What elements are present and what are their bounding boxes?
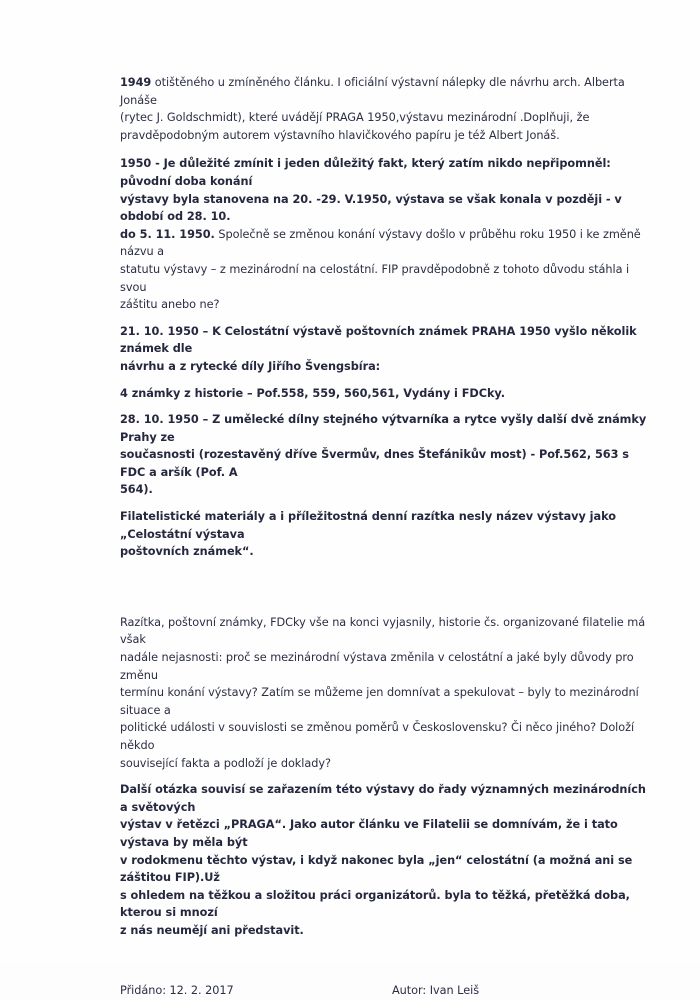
text-line: (rytec J. Goldschmidt), které uvádějí PRAGA 1950,výstavu mezinárodní .Doplňuji, že xyxy=(120,111,590,125)
text-line: 4 známky z historie – Pof.558, 559, 560,561, Vydány i FDCky. xyxy=(120,386,505,400)
bold-line: výstavy byla stanovena na 20. -29. V.1950, výstava se však konala v později - v období od 28. 10. xyxy=(120,192,622,224)
text-line: Razítka, poštovní známky, FDCky vše na konci vyjasnily, historie čs. organizované filatelie má však xyxy=(120,615,646,647)
text-line: návrhu a z rytecké díly Jiřího Švengsbíra: xyxy=(120,359,381,373)
paragraph-1950 xyxy=(120,155,650,313)
paragraph-praga-series xyxy=(120,781,650,939)
text-line: s ohledem na těžkou a složitou práci organizátorů. byla to těžká, přetěžká doba, kterou si mnozí xyxy=(120,888,630,920)
text-line: Společně se změnou konání výstavy došlo v průběhu roku 1950 i ke změně názvu a xyxy=(120,227,641,259)
text-line: Další otázka souvisí se zařazením této výstavy do řady významných mezinárodních a světových xyxy=(120,783,646,814)
text-line: současnosti (rozestavěný dříve Švermův, dnes Štefánikův most) - Pof.562, 563 s FDC a aršík (Pof. A xyxy=(120,448,629,479)
text-line: 21. 10. 1950 – K Celostátní výstavě poštovních známek PRAHA 1950 vyšlo několik známek dle xyxy=(120,324,637,356)
text-line: poštovních známek“. xyxy=(120,545,254,559)
document-footer xyxy=(120,982,650,1000)
text-line: nadále nejasnosti: proč se mezinárodní výstava změnila v celostátní a jaké byly důvody pro změnu xyxy=(120,651,634,682)
text-line: Filatelistické materiály a i příležitostná denní razítka nesly název výstavy jako „Celostátní výstava xyxy=(120,510,616,541)
paragraph-28-10-1950 xyxy=(120,411,650,499)
text-line: otištěného u zmíněného článku. I oficiální výstavní nálepky dle návrhu arch. Alberta Jonáše xyxy=(120,76,625,107)
author-name: Autor: Ivan Leiš xyxy=(392,983,480,997)
text-line: 28. 10. 1950 – Z umělecké dílny stejného výtvarníka a rytce vyšly další dvě známky Prahy ze xyxy=(120,413,647,444)
text-line: z nás neumějí ani představit. xyxy=(120,923,304,937)
text-line: 564). xyxy=(120,483,153,497)
paragraph-philatelic-materials xyxy=(120,508,650,561)
date-added: Přidáno: 12. 2. 2017 xyxy=(120,983,234,997)
text-line: termínu konání výstavy? Zatím se můžeme jen domnívat a spekulovat – byly to mezinárodní situace a xyxy=(120,686,639,717)
text-line: politické události v souvislosti se změnou poměrů v Československu? Či něco jiného? Doloží někdo xyxy=(120,721,635,752)
paragraph-21-10-1950 xyxy=(120,323,650,376)
text-line: statutu výstavy – z mezinárodní na celostátní. FIP pravděpodobně z tohoto důvodu stáhla i svou xyxy=(120,262,630,294)
text-line: výstav v řetězci „PRAGA“. Jako autor článku ve Filatelii se domnívám, že i tato výstava by měla být xyxy=(120,818,618,849)
bold-line: 1950 - Je důležité zmínit i jeden důležitý fakt, který zatím nikdo nepřipomněl: původní doba konání xyxy=(120,157,611,188)
bold-line: do 5. 11. 1950. xyxy=(120,227,215,241)
paragraph-questions xyxy=(120,614,650,772)
text-line: související fakta a podloží je doklady? xyxy=(120,756,331,770)
text-line: pravděpodobným autorem výstavního hlavičkového papíru je též Albert Jonáš. xyxy=(120,128,560,142)
text-line: záštitu anebo ne? xyxy=(120,298,220,312)
paragraph-1949 xyxy=(120,74,650,144)
text-line: v rodokmenu těchto výstav, i když nakonec byla „jen“ celostátní (a možná ani se záštitou FIP).Už xyxy=(120,853,633,885)
paragraph-stamps-history xyxy=(120,385,650,403)
document-body xyxy=(120,74,650,1000)
year-1949-label: 1949 xyxy=(120,76,152,89)
